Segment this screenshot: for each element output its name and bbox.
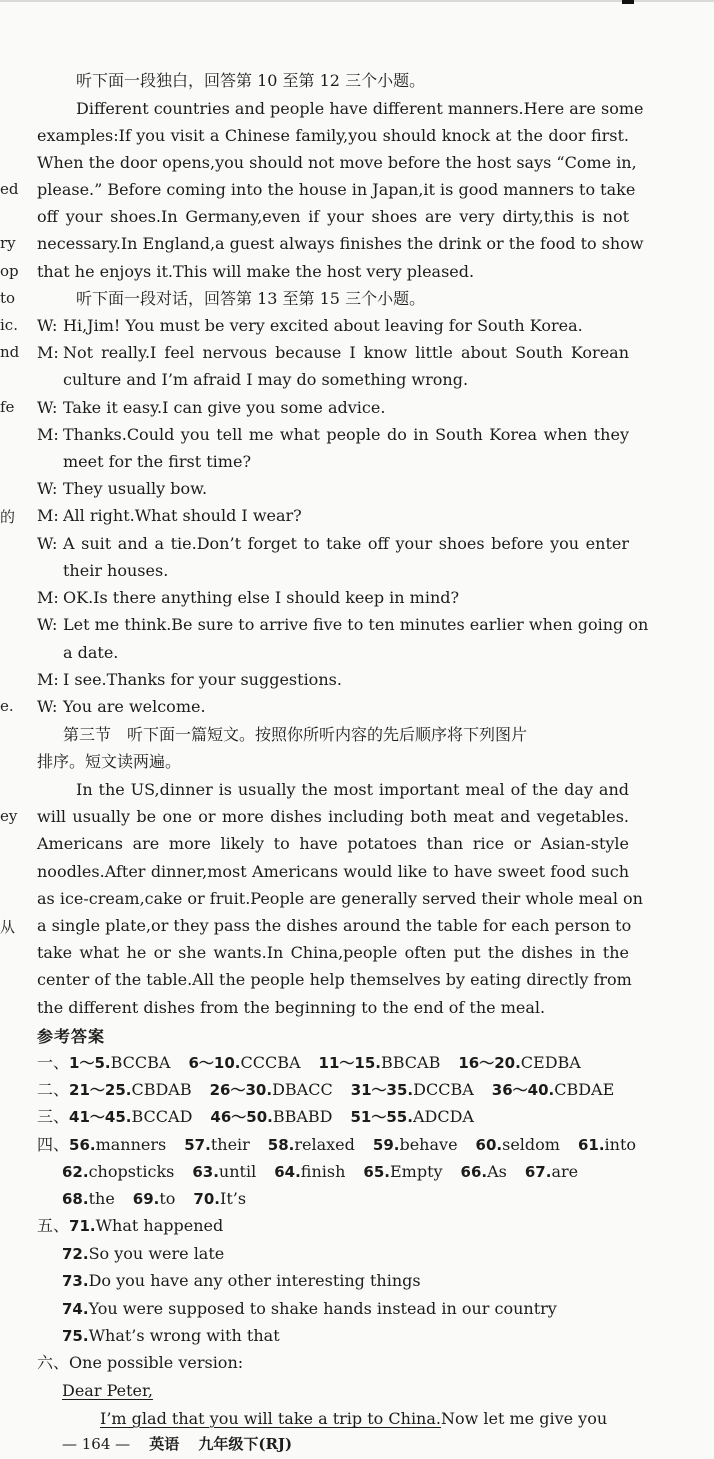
section3-instruction: 第三节 听下面一篇短文。按照你所听内容的先后顺序将下列图片 (63, 725, 528, 744)
answer-value: DBACC (272, 1080, 333, 1099)
answer-group (274, 1162, 345, 1181)
answer-value: BBCAB (380, 1053, 441, 1072)
dialogue-turn (37, 588, 459, 608)
answer-number: 63. (192, 1163, 219, 1181)
answer-number: 41～45. (69, 1108, 132, 1126)
answer-group (69, 1053, 170, 1072)
answer-value: until (218, 1162, 257, 1181)
row-prefix: 二、 (37, 1080, 70, 1099)
answer-number: 71. (69, 1217, 96, 1235)
answer-number: 26～30. (209, 1081, 273, 1099)
edge-fragment: 从 (0, 918, 16, 936)
dialogue-turn (37, 670, 342, 690)
utterance: their houses. (63, 561, 169, 580)
answer-number: 72. (62, 1245, 89, 1263)
passage-line: a single plate,or they pass the dishes around the table for each person to (37, 916, 632, 935)
page-footer (62, 1433, 292, 1454)
answer-row-three (37, 1107, 474, 1127)
answer-row-five-cont (62, 1244, 224, 1264)
monologue-line: necessary.In England,a guest always finishes the drink or the food to show (37, 234, 644, 253)
monologue-line: examples:If you visit a Chinese family,you should knock at the door first. (37, 126, 629, 145)
dialogue-turn (37, 398, 385, 418)
answer-number: 16～20. (458, 1054, 521, 1072)
answer-group (62, 1162, 174, 1181)
speaker: M: (37, 670, 59, 689)
answer-number: 46～50. (210, 1108, 273, 1126)
answer-number: 62. (62, 1163, 89, 1181)
answer-number: 61. (577, 1136, 605, 1154)
answer-group (69, 1107, 192, 1126)
utterance: They usually bow. (63, 479, 208, 498)
answer-number: 69. (132, 1190, 160, 1208)
answer-number: 6～10. (188, 1054, 241, 1072)
answer-value: One possible version: (69, 1353, 244, 1372)
answer-value: are (551, 1162, 579, 1181)
answer-group (351, 1080, 474, 1099)
answer-value: to (159, 1189, 176, 1208)
answer-row-six (37, 1353, 243, 1373)
monologue-line: please.” Before coming into the house in Japan,it is good manners to take (37, 180, 636, 199)
answer-row-five-cont (62, 1326, 280, 1346)
dialogue-turn (37, 316, 583, 336)
monologue-line: off your shoes.In Germany,even if your shoes are very dirty,this is not (37, 207, 629, 226)
utterance: You are welcome. (63, 697, 206, 716)
utterance: a date. (63, 643, 119, 662)
edge-fragment: ic. (0, 316, 18, 334)
page-number: — 164 — (62, 1435, 131, 1453)
answer-number: 64. (274, 1163, 301, 1181)
answer-row-one (37, 1053, 581, 1073)
answer-number: 59. (372, 1136, 400, 1154)
answer-number: 74. (62, 1300, 89, 1318)
answer-row-four-cont (62, 1189, 246, 1209)
row-prefix: 五、 (37, 1216, 70, 1235)
passage-line: Americans are more likely to have potatoes than rice or Asian-style (37, 834, 629, 853)
passage-line: the different dishes from the beginning to the end of the meal. (37, 998, 546, 1017)
dialogue-turn (37, 506, 302, 526)
answer-value: chopsticks (88, 1162, 175, 1181)
letter-rest: Now let me give you (440, 1409, 608, 1428)
monologue-line: that he enjoys it.This will make the host very pleased. (37, 262, 475, 281)
row-prefix: 一、 (37, 1053, 70, 1072)
answer-number: 66. (460, 1163, 488, 1181)
answer-value: You were supposed to shake hands instead in our country (88, 1299, 557, 1318)
speaker: W: (37, 316, 58, 335)
answer-row-two (37, 1080, 614, 1100)
answer-value: BBABD (272, 1107, 333, 1126)
answer-value: It’s (220, 1189, 247, 1208)
utterance: Not really.I feel nervous because I know little about South Korean (63, 343, 629, 362)
utterance: Hi,Jim! You must be very excited about leaving for South Korea. (63, 316, 583, 335)
answer-group (458, 1053, 581, 1072)
answer-number: 51～55. (350, 1108, 413, 1126)
answer-number: 21～25. (69, 1081, 132, 1099)
speaker: W: (37, 398, 58, 417)
edge-fragment: ey (0, 807, 18, 825)
answer-number: 56. (69, 1136, 96, 1154)
answer-group (69, 1080, 192, 1099)
answer-group (319, 1053, 441, 1072)
answer-value: CBDAE (554, 1080, 615, 1099)
monologue-line: When the door opens,you should not move before the host says “Come in, (37, 153, 637, 172)
row-prefix: 六、 (37, 1353, 70, 1372)
answer-value: DCCBA (413, 1080, 474, 1099)
corner-mark (622, 0, 634, 4)
utterance: All right.What should I wear? (63, 506, 302, 525)
speaker: M: (37, 588, 59, 607)
utterance: Take it easy.I can give you some advice. (63, 398, 386, 417)
answer-value: CEDBA (520, 1053, 581, 1072)
top-rule (0, 0, 714, 2)
answer-value: seldom (502, 1135, 560, 1154)
answer-number: 36～40. (491, 1081, 555, 1099)
answer-value: BCCAD (131, 1107, 193, 1126)
answer-group (62, 1189, 115, 1208)
answer-value: into (604, 1135, 637, 1154)
answer-value: Do you have any other interesting things (88, 1271, 421, 1290)
answer-group (268, 1135, 355, 1154)
speaker: M: (37, 343, 59, 362)
dialogue-turn (37, 534, 63, 554)
answer-value: BCCBA (110, 1053, 171, 1072)
answer-number: 57. (184, 1136, 211, 1154)
answer-number: 75. (62, 1327, 89, 1345)
edge-fragment: nd (0, 343, 20, 361)
answer-group (188, 1053, 300, 1072)
answer-number: 58. (267, 1136, 295, 1154)
answer-group (461, 1162, 507, 1181)
answer-group (476, 1135, 560, 1154)
dialogue-turn (37, 425, 63, 445)
answer-number: 60. (475, 1136, 503, 1154)
answer-group (578, 1135, 636, 1154)
speaker: W: (37, 479, 58, 498)
answer-group (210, 1080, 333, 1099)
answer-group (69, 1135, 166, 1154)
answer-number: 11～15. (318, 1054, 381, 1072)
answer-group (492, 1080, 615, 1099)
answer-group (210, 1107, 332, 1126)
answer-value: CCCBA (240, 1053, 301, 1072)
section3-instruction: 排序。短文读两遍。 (37, 752, 182, 771)
answer-value: Empty (389, 1162, 443, 1181)
answer-value: behave (399, 1135, 458, 1154)
dialogue-turn (37, 479, 207, 499)
passage-line: as ice-cream,cake or fruit.People are generally served their whole meal on (37, 889, 643, 908)
speaker: W: (37, 697, 58, 716)
passage-line: center of the table.All the people help themselves by eating directly from (37, 970, 632, 989)
speaker: M: (37, 506, 59, 525)
edge-fragment: ed (0, 180, 19, 198)
answer-number: 73. (62, 1272, 89, 1290)
answer-group (351, 1107, 474, 1126)
utterance: I see.Thanks for your suggestions. (63, 670, 342, 689)
utterance: meet for the first time? (63, 452, 252, 471)
passage-line: will usually be one or more dishes including both meat and vegetables. (37, 807, 629, 826)
answer-row-five-cont (62, 1299, 557, 1319)
answer-value: their (210, 1135, 250, 1154)
answer-value: finish (300, 1162, 346, 1181)
edge-fragment: 的 (0, 508, 16, 526)
dialogue-turn (37, 615, 63, 635)
answer-value: the (88, 1189, 115, 1208)
answer-value: As (487, 1162, 507, 1181)
footer-grade: 九年级下(RJ) (198, 1435, 293, 1453)
speaker: W: (37, 534, 58, 553)
speaker: W: (37, 615, 58, 634)
monologue-line: Different countries and people have different manners.Here are some (76, 99, 644, 118)
passage-line: In the US,dinner is usually the most important meal of the day and (76, 780, 629, 799)
speaker: M: (37, 425, 59, 444)
edge-fragment: fe (0, 398, 15, 416)
answer-value: relaxed (294, 1135, 355, 1154)
dialogue-turn (37, 697, 206, 717)
answer-value: What happened (95, 1216, 224, 1235)
utterance: culture and I’m afraid I may do something wrong. (63, 370, 469, 389)
passage-line: take what he or she wants.In China,people often put the dishes in the (37, 943, 629, 962)
greeting-text: Dear Peter, (62, 1381, 153, 1400)
utterance: A suit and a tie.Don’t forget to take off your shoes before you enter (63, 534, 629, 553)
answer-value: CBDAB (131, 1080, 192, 1099)
answer-group (193, 1189, 246, 1208)
footer-subject: 英语 (149, 1435, 180, 1453)
answer-value: What’s wrong with that (88, 1326, 280, 1345)
answer-value: ADCDA (412, 1107, 474, 1126)
answer-number: 65. (363, 1163, 390, 1181)
letter-line (100, 1409, 607, 1429)
edge-fragment: to (0, 289, 16, 307)
answer-row-four (37, 1135, 636, 1155)
edge-fragment: op (0, 262, 19, 280)
passage-line: noodles.After dinner,most Americans would like to have sweet food such (37, 862, 629, 881)
letter-greeting (62, 1381, 153, 1401)
answer-number: 68. (62, 1190, 89, 1208)
answer-row-five-cont (62, 1271, 421, 1291)
answer-number: 70. (193, 1190, 220, 1208)
answer-group (373, 1135, 458, 1154)
answer-number: 1～5. (69, 1054, 111, 1072)
answer-value: manners (95, 1135, 167, 1154)
answers-title: 参考答案 (37, 1027, 106, 1046)
edge-fragment: e. (0, 697, 14, 715)
answer-group (525, 1162, 578, 1181)
answer-row-five (37, 1216, 223, 1236)
instruction-dialogue: 听下面一段对话，回答第 13 至第 15 三个小题。 (76, 289, 426, 308)
instruction-monologue: 听下面一段独白，回答第 10 至第 12 三个小题。 (76, 71, 426, 90)
answer-number: 67. (524, 1163, 552, 1181)
answer-group (133, 1189, 176, 1208)
answer-value: So you were late (88, 1244, 225, 1263)
row-prefix: 三、 (37, 1107, 70, 1126)
answer-number: 31～35. (350, 1081, 414, 1099)
utterance: Thanks.Could you tell me what people do in South Korea when they (63, 425, 629, 444)
answer-group (192, 1162, 256, 1181)
letter-underlined: I’m glad that you will take a trip to China. (100, 1409, 441, 1428)
dialogue-turn (37, 343, 63, 363)
answer-group (184, 1135, 250, 1154)
utterance: Let me think.Be sure to arrive five to ten minutes earlier when going on (63, 615, 649, 634)
edge-fragment: ry (0, 234, 16, 252)
utterance: OK.Is there anything else I should keep in mind? (63, 588, 460, 607)
row-prefix: 四、 (37, 1135, 70, 1154)
answer-group (363, 1162, 442, 1181)
answer-row-four-cont (62, 1162, 578, 1182)
